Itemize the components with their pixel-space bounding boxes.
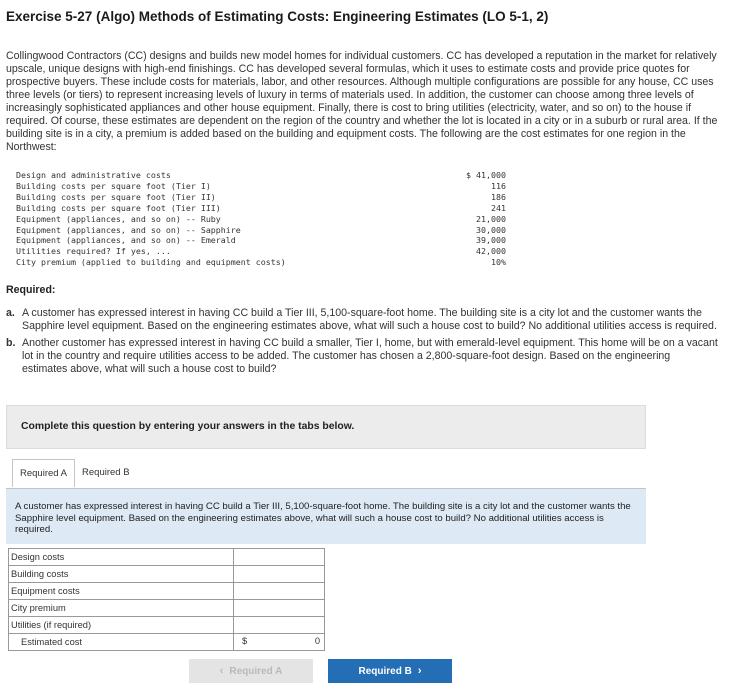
answer-row-label: Utilities (if required) [9, 617, 234, 634]
required-heading: Required: [6, 284, 56, 296]
prev-button[interactable] [189, 659, 313, 683]
cost-value: 21,000 [476, 213, 506, 224]
cost-label: Equipment (appliances, and so on) -- Ruby [16, 213, 221, 224]
cost-value: 42,000 [476, 246, 506, 257]
utilities-input[interactable] [234, 617, 324, 633]
complete-question-text: Complete this question by entering your answers in the tabs below. [21, 421, 355, 432]
required-letter: b. [6, 337, 16, 349]
answer-row-label: Design costs [9, 549, 234, 566]
answer-row-label: Equipment costs [9, 583, 234, 600]
cost-label: Building costs per square foot (Tier II) [16, 191, 216, 202]
cost-label: City premium (applied to building and equipment costs) [16, 257, 286, 268]
chevron-left-icon: ‹ [219, 665, 224, 677]
answer-total-row [9, 634, 325, 651]
cost-value: 30,000 [476, 224, 506, 235]
total-label: Estimated cost [9, 634, 234, 651]
intro-paragraph: Collingwood Contractors (CC) designs and builds new model homes for individual customers. CC has developed a reputation in the market for relatively upscale, unique designs with high-end finishings. CC has developed several formulas, which it uses to estimate costs and provide price quotes for prospective buyers. These include costs for materials, labor, and other resources. Although multiple configurations are possible for any house, CC uses three levels (or tiers) to represent increasing levels of luxury in terms of materials used. In addition, the customer can choose among three levels of increasingly sophisticated appliances and other house equipment. Finally, there is cost to bring utilities (electricity, water, and so on) to the house if required. Of course, these estimates are dependent on the region of the country and whether the lot is located in a city or in a suburb or rural area. If the building site is in a city, a premium is added based on the building and equipment costs. The following are the cost estimates for one region in the Northwest: [6, 50, 718, 153]
cost-label: Design and administrative costs [16, 170, 171, 180]
chevron-right-icon: › [417, 665, 422, 677]
total-value: 0 [314, 636, 320, 646]
required-item-b [6, 337, 718, 376]
cost-row [16, 170, 506, 181]
cost-row [16, 257, 506, 268]
cost-value: 186 [491, 191, 506, 202]
cost-value: $ 41,000 [466, 170, 506, 180]
required-letter: a. [6, 307, 15, 319]
cost-row [16, 246, 506, 257]
answer-cell [234, 549, 325, 566]
design-costs-input[interactable] [234, 549, 324, 565]
exercise-title: Exercise 5-27 (Algo) Methods of Estimating Costs: Engineering Estimates (LO 5-1, 2) [6, 9, 549, 24]
prev-button-label: Required A [229, 665, 283, 677]
answer-table [8, 548, 325, 651]
cost-row [16, 225, 506, 236]
cost-value: 39,000 [476, 235, 506, 246]
cost-value: 10% [491, 257, 506, 268]
building-costs-input[interactable] [234, 566, 324, 582]
cost-row [16, 214, 506, 225]
cost-row [16, 192, 506, 203]
equipment-costs-input[interactable] [234, 583, 324, 599]
answer-row [9, 549, 325, 566]
cost-label: Building costs per square foot (Tier III) [16, 202, 221, 213]
cost-estimates-table [16, 170, 506, 268]
answer-cell [234, 617, 325, 634]
cost-row [16, 235, 506, 246]
total-cell [234, 634, 325, 651]
complete-question-banner [6, 405, 646, 449]
answer-cell [234, 583, 325, 600]
answer-row-label: City premium [9, 600, 234, 617]
next-button-label: Required B [358, 665, 412, 677]
tab-required-b[interactable]: Required B [82, 467, 130, 478]
cost-label: Building costs per square foot (Tier I) [16, 180, 211, 191]
answer-row [9, 600, 325, 617]
answer-row [9, 583, 325, 600]
required-text: A customer has expressed interest in having CC build a Tier III, 5,100-square-foot home. The building site is a city lot and the customer wants the Sapphire level equipment. Based on the engineering estimates above, what will such a house cost to build? No additional utilities access is required. [22, 307, 717, 332]
cost-row [16, 203, 506, 214]
answer-row [9, 617, 325, 634]
answer-tabs [12, 459, 137, 487]
cost-label: Utilities required? If yes, ... [16, 246, 171, 257]
next-button[interactable] [328, 659, 452, 683]
tab-required-a[interactable]: Required A [12, 459, 75, 487]
answer-cell [234, 600, 325, 617]
required-item-a [6, 307, 718, 333]
tab-panel-required-a [6, 488, 646, 544]
total-currency: $ [242, 636, 248, 646]
cost-label: Equipment (appliances, and so on) -- Emerald [16, 235, 236, 246]
answer-row [9, 566, 325, 583]
required-list [6, 307, 718, 380]
required-text: Another customer has expressed interest in having CC build a smaller, Tier I, home, but with emerald-level equipment. This home will be on a vacant lot in the country and require utilities access to be added. The customer has chosen a 2,800-square-foot design. Based on the engineering estimates above, what will such a house cost to build? [22, 337, 718, 375]
cost-label: Equipment (appliances, and so on) -- Sapphire [16, 224, 241, 235]
cost-value: 116 [491, 180, 506, 191]
city-premium-input[interactable] [234, 600, 324, 616]
panel-question-text: A customer has expressed interest in having CC build a Tier III, 5,100-square-foot home. The building site is a city lot and the customer wants the Sapphire level equipment. Based on the engineering estimates above, what will such a house cost to build? No additional utilities access is required. [15, 501, 631, 535]
answer-row-label: Building costs [9, 566, 234, 583]
answer-cell [234, 566, 325, 583]
cost-value: 241 [491, 202, 506, 213]
cost-row [16, 181, 506, 192]
